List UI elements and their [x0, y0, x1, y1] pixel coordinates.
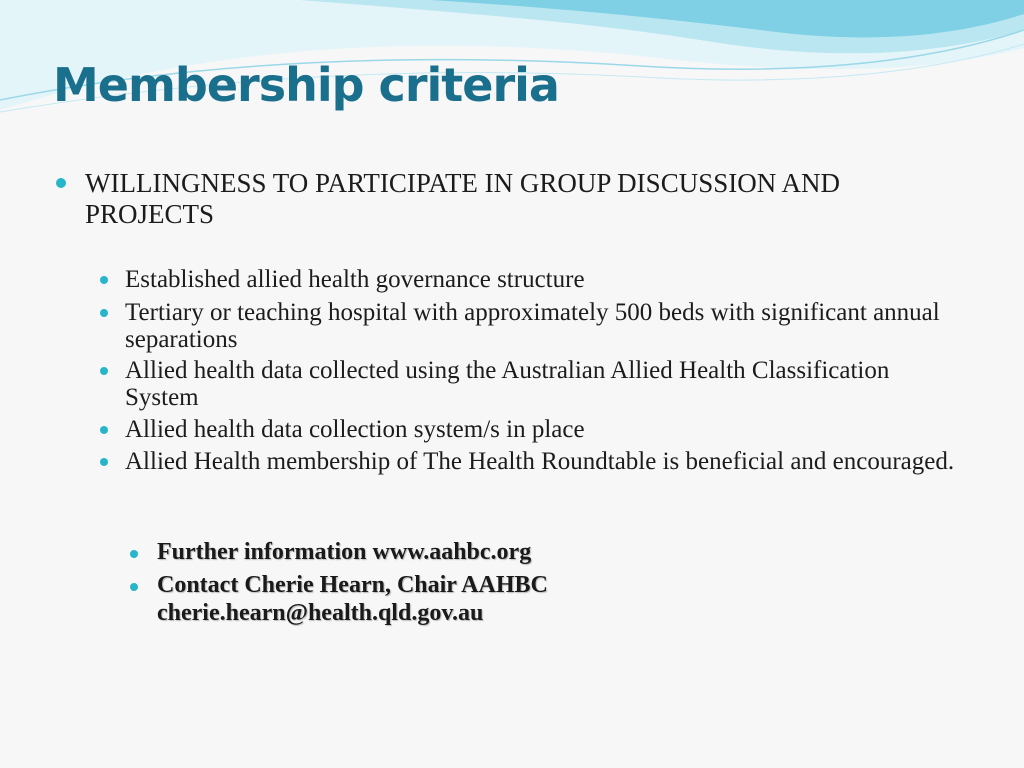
- criterion-item: Tertiary or teaching hospital with approximately 500 beds with significant annual separations: [125, 299, 940, 353]
- contact-information: Contact Cherie Hearn, Chair AAHBC cherie.hearn@health.qld.gov.au: [157, 572, 548, 626]
- bullet-icon: [100, 426, 108, 434]
- criterion-item: Allied health data collection system/s in place: [125, 416, 585, 443]
- further-information: Further information www.aahbc.org: [157, 539, 532, 565]
- bullet-icon: [130, 550, 138, 558]
- bullet-icon: [130, 583, 138, 591]
- bullet-icon: [56, 178, 66, 188]
- bullet-icon: [100, 276, 108, 284]
- criterion-item: Allied Health membership of The Health Roundtable is beneficial and encouraged.: [125, 448, 955, 475]
- main-criterion: WILLINGNESS TO PARTICIPATE IN GROUP DISCUSSION AND PROJECTS: [85, 168, 840, 229]
- criterion-item: Allied health data collected using the Australian Allied Health Classification System: [125, 357, 890, 411]
- criterion-item: Established allied health governance structure: [125, 266, 585, 293]
- bullet-icon: [100, 367, 108, 375]
- bullet-icon: [100, 309, 108, 317]
- page-title: Membership criteria: [53, 58, 559, 112]
- bullet-icon: [100, 458, 108, 466]
